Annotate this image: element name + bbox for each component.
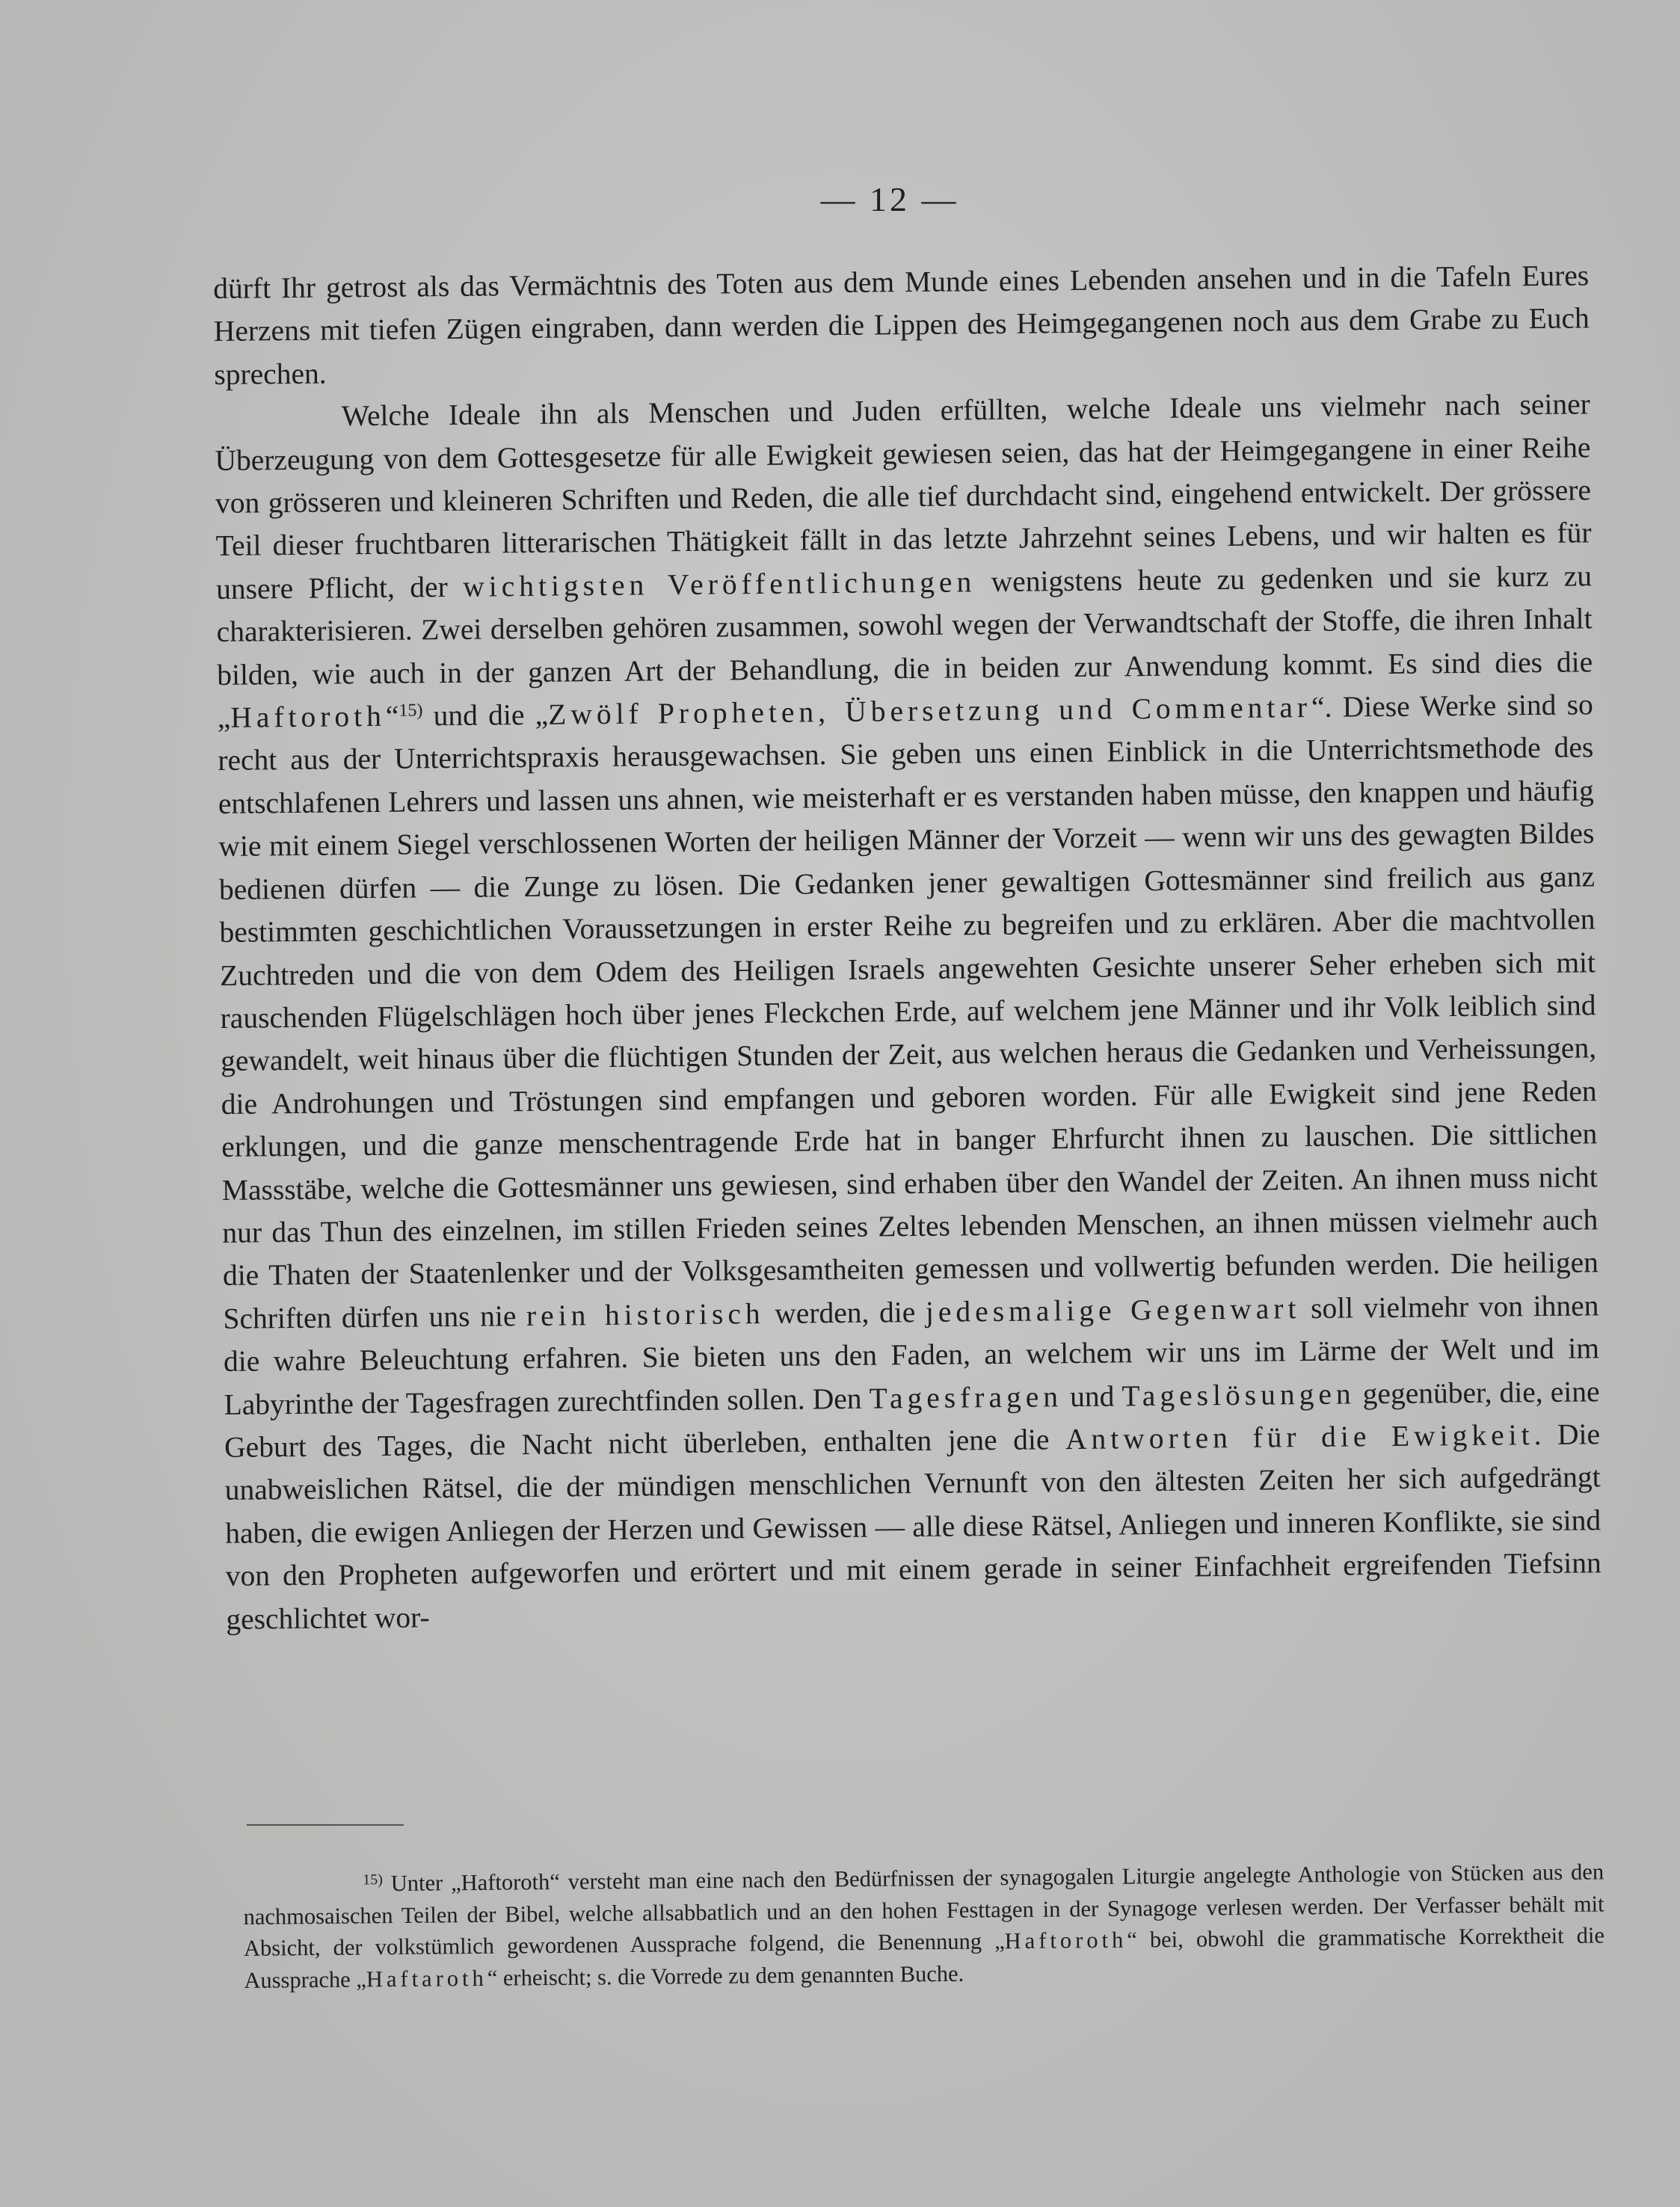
text-run: “ bei, obwohl die grammatische Korrektheit die Aussprache „ [244, 1922, 1605, 1993]
body-text [213, 254, 1602, 1641]
footnotes [243, 1856, 1605, 1996]
text-run: wenigstens heute zu gedenken und sie kurz zu charakterisieren. Zwei derselben gehören zusammen, sowohl wegen der Verwandtschaft der Stoffe, die ihren Inhalt bilden, wie auch in der ganzen Art der Behandlung, die in beiden zur Anwendung kommt. Es sind dies die „ [216, 559, 1593, 735]
text-run: Unter „Haftoroth“ versteht man eine nach den Bedürfnissen der synagogalen Liturgie angelegte Anthologie von Stücken aus den nachmosaischen Teilen der Bibel, welche allsabbatlich und an den hohen Festtagen in der Synagoge verlesen werden. Der Verfasser behält mit Absicht, der volkstümlich gewordenen Aussprache folgend, die Benennung „ [243, 1859, 1604, 1961]
text-run: soll vielmehr von ihnen die wahre Beleuchtung erfahren. Sie bieten uns den Faden, an welchem wir uns im Lärme der Welt und im Labyrinthe der Tagesfragen zurechtfinden sollen. Den [223, 1289, 1600, 1421]
spaced-emphasis: jedesmalige Gegenwart [925, 1291, 1301, 1329]
text-run: gegenüber, die, eine Geburt des Tages, die Nacht nicht überleben, enthalten jene die [224, 1374, 1600, 1464]
spaced-emphasis: rein historisch [526, 1296, 765, 1332]
spaced-emphasis: Haftoroth [230, 699, 387, 734]
text-run: “. Diese Werke sind so recht aus der Unterrichtspraxis herausgewachsen. Sie geben uns einen Einblick in die Unterrichtsmethode des entschlafenen Lehrers und lassen uns ahnen, wie meisterhaft er es verstanden haben müsse, den knappen und häufig wie mit einem Siegel verschlossenen Worten der heiligen Männer der Vorzeit — wenn wir uns des gewagten Bildes bedienen dürfen — die Zunge zu lösen. Die Gedanken jener gewaltigen Gottesmänner sind freilich aus ganz bestimmten geschichtlichen Voraussetzungen in erster Reihe zu begreifen und zu erklären. Aber die machtvollen Zuchtreden und die von dem Odem des Heiligen Israels angewehten Gesichte unserer Seher erheben sich mit rauschenden Flügelschlägen hoch über jenes Fleckchen Erde, auf welchem jene Männer und ihr Volk leiblich sind gewandelt, weit hinaus über die flüchtigen Stunden der Zeit, aus welchen heraus die Gedanken und Verheissungen, die Androhungen und Tröstungen sind empfangen und geboren worden. Für alle Ewigkeit sind jene Reden erklungen, und die ganze menschentragende Erde hat in banger Ehrfurcht ihnen zu lauschen. Die sittlichen Massstäbe, welche die Gottesmänner uns gewiesen, sind erhaben über den Wandel der Zeiten. An ihnen muss nicht nur das Thun des einzelnen, im stillen Frieden seines Zeltes lebenden Menschen, an ihnen müssen vielmehr auch die Thaten der Staatenlenker und der Volksgesamtheiten gemessen und vollwertig befunden werden. Die heiligen Schriften dürfen uns nie [218, 688, 1599, 1335]
footnote-marker: 15) [363, 1871, 383, 1889]
text-run: und die „ [422, 698, 549, 733]
text-run: . Die unabweislichen Rätsel, die der mündigen menschlichen Vernunft von den ältesten Zeiten her sich aufgedrängt haben, die ewigen Anliegen der Herzen und Gewissen — alle diese Rätsel, Anliegen und inneren Konflikte, sie sind von den Propheten aufgeworfen und erörtert und mit einem gerade in seiner Einfachheit ergreifenden Tiefsinn geschlichtet wor- [224, 1418, 1601, 1636]
text-run: “ erheischt; s. die Vorrede zu dem genannten Buche. [487, 1960, 964, 1991]
paragraph-1: dürft Ihr getrost als das Vermächtnis des Toten aus dem Munde eines Lebenden ansehen und in die Tafeln Eures Herzens mit tiefen Zügen eingraben, dann werden die Lippen des Heimgegangenen noch aus dem Grabe zu Euch sprechen. [213, 259, 1590, 391]
spaced-emphasis: Tageslösungen [1121, 1376, 1356, 1412]
spaced-emphasis: Tagesfragen [869, 1379, 1063, 1415]
spaced-emphasis: Haftaroth [366, 1965, 487, 1992]
page-number: — 12 — [820, 180, 959, 218]
footnote-15 [243, 1856, 1605, 1996]
spaced-emphasis: wichtigsten Veröffentlichungen [462, 565, 976, 603]
spaced-emphasis: Haftoroth [1004, 1927, 1127, 1954]
text-run: und [1062, 1379, 1122, 1413]
footnote-reference: 15) [399, 701, 423, 721]
text-run: werden, die [764, 1295, 926, 1330]
spaced-emphasis: Zwölf Propheten, Übersetzung und Commentar [547, 690, 1312, 731]
text-run: Welche Ideale ihn als Menschen und Juden erfüllten, welche Ideale uns vielmehr nach seiner Überzeugung von dem Gottesgesetze für alle Ewigkeit gewiesen seien, das hat der Heimgegangene in einer Reihe von grösseren und kleineren Schriften und Reden, die alle tief durchdacht sind, eingehend entwickelt. Der grössere Teil dieser fruchtbaren litterarischen Thätigkeit fällt in das letzte Jahrzehnt seines Lebens, und wir halten es für unsere Pflicht, der [215, 387, 1592, 606]
text-run: “ [385, 699, 399, 733]
spaced-emphasis: Antworten für die Ewigkeit [1065, 1418, 1534, 1456]
paragraph-2 [215, 384, 1602, 1641]
footnote-divider [247, 1824, 404, 1826]
